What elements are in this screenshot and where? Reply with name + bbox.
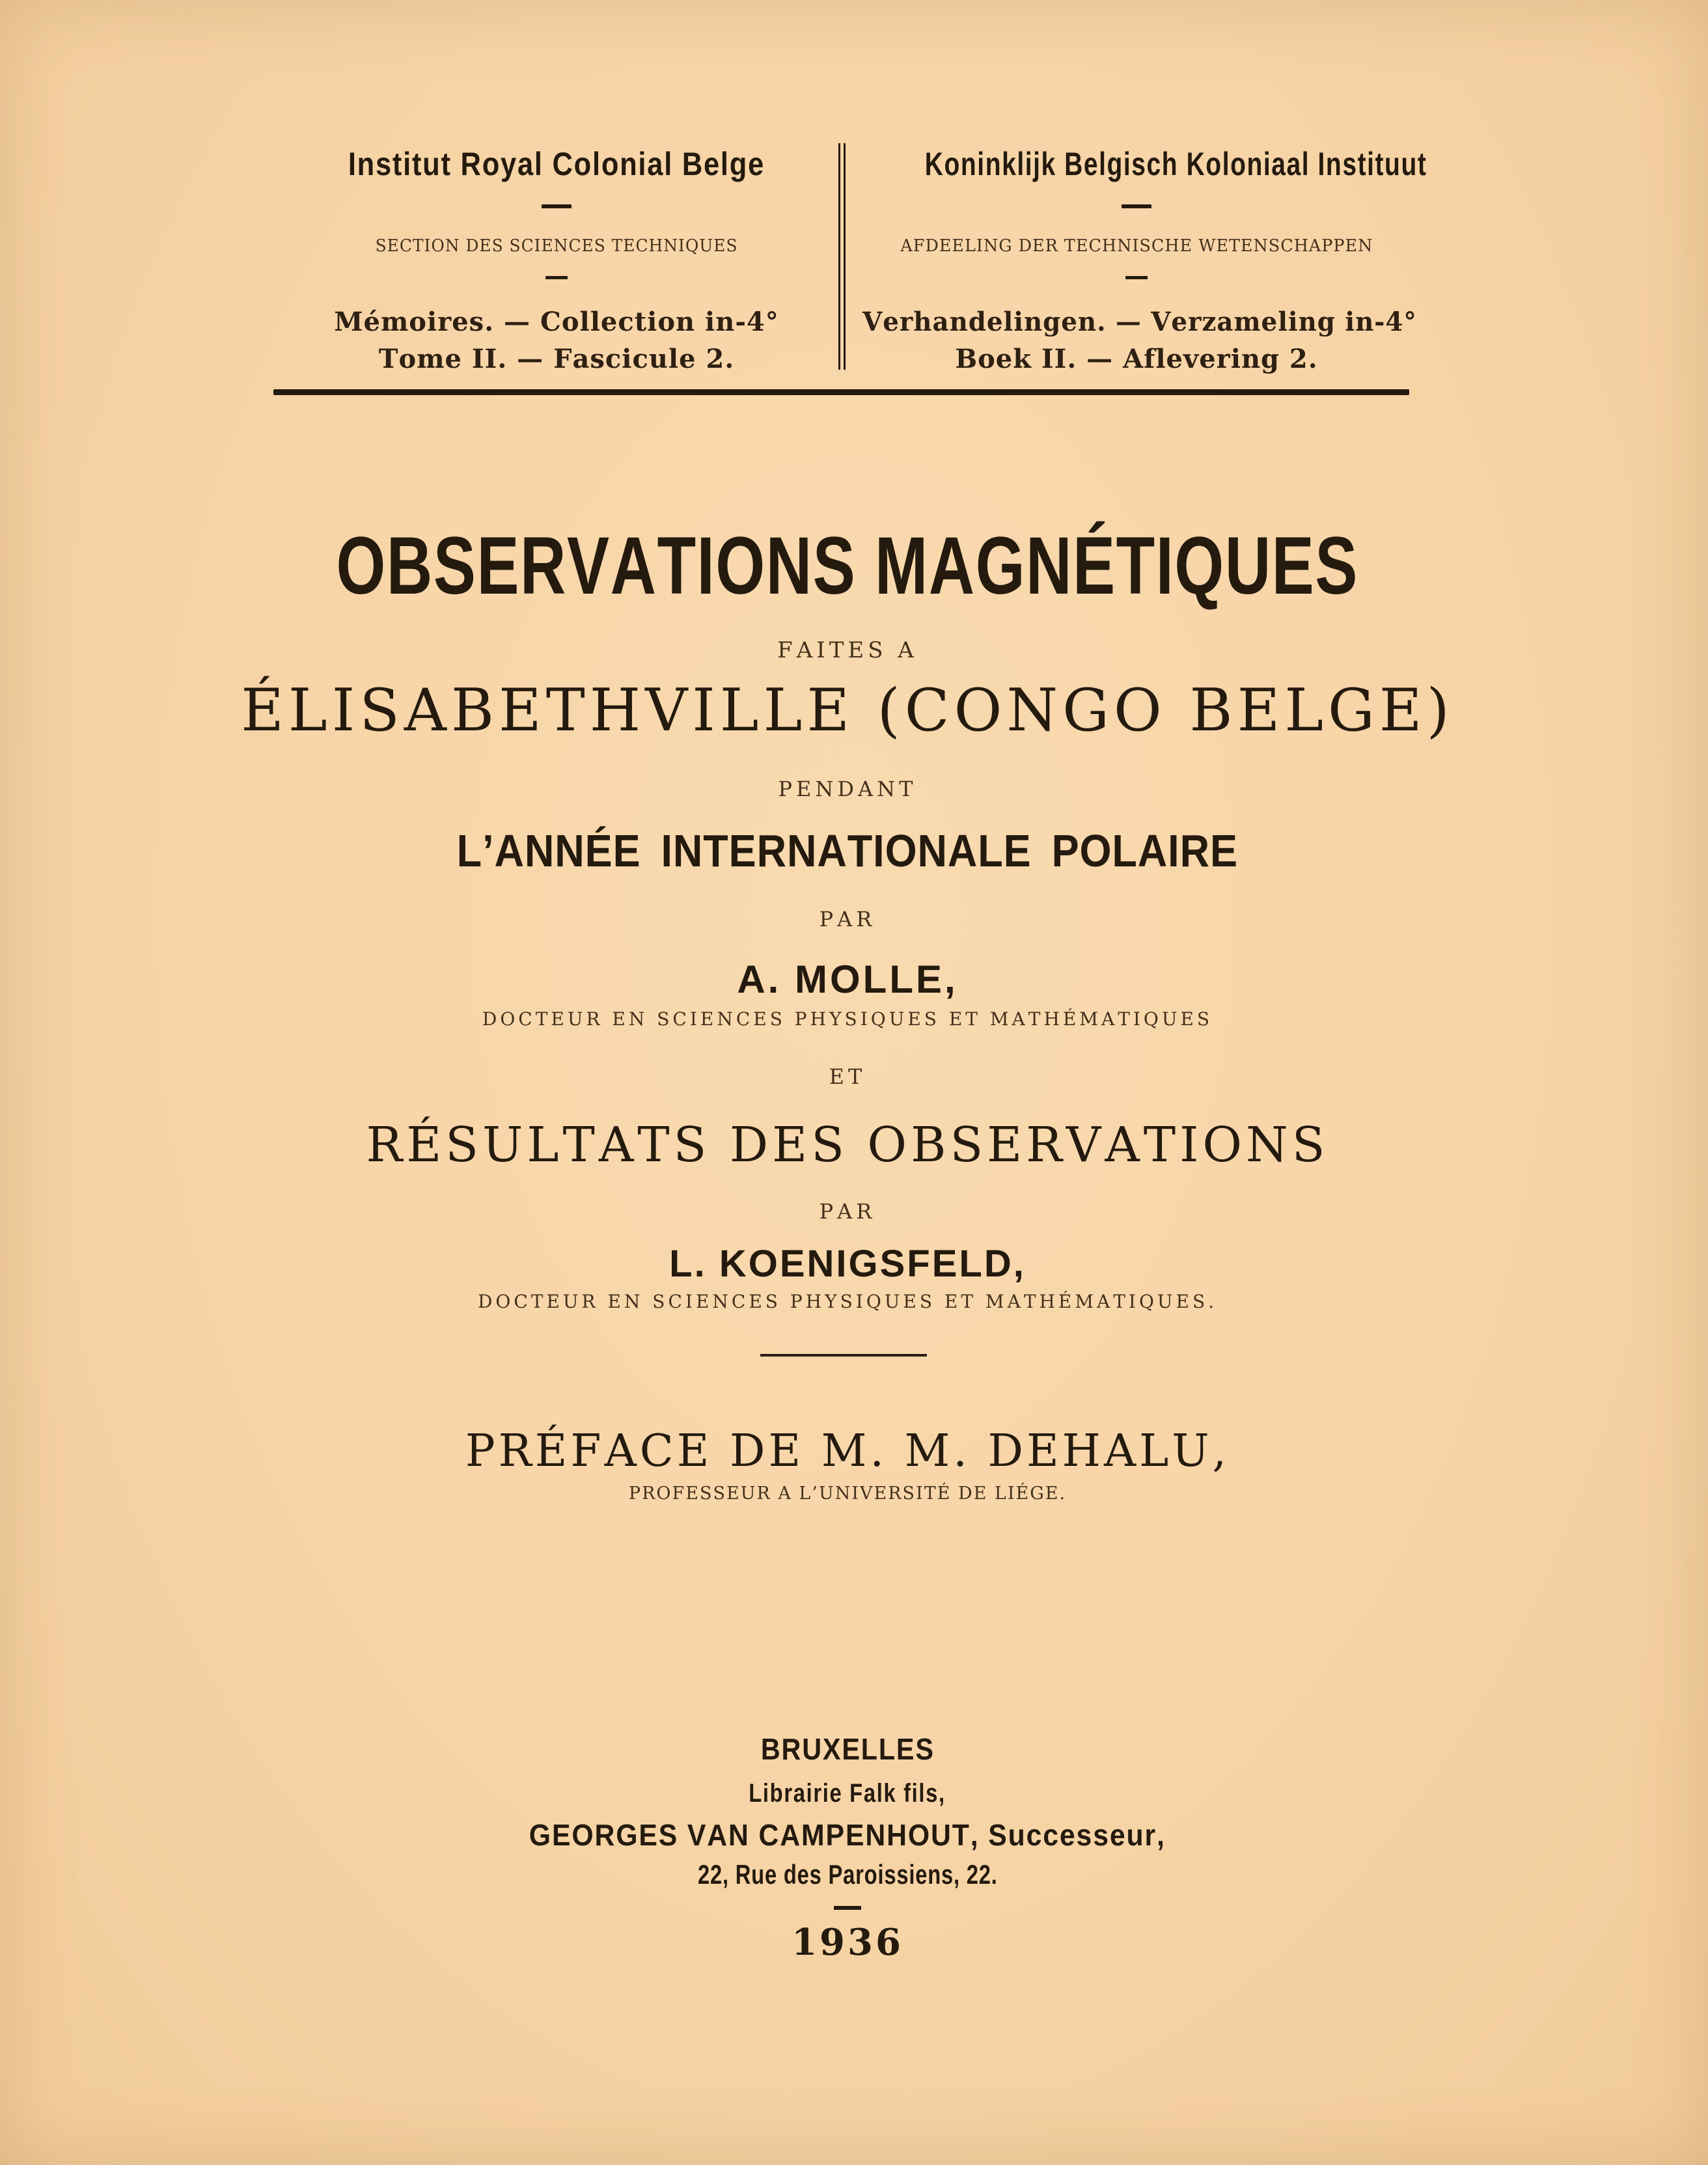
imprint-city: BRUXELLES [760, 1732, 935, 1766]
institution-name-fr: Institut Royal Colonial Belge [348, 146, 765, 182]
et-label: ET [829, 1064, 866, 1089]
author-1-name: A. MOLLE, [737, 958, 958, 1001]
volume-info-nl: Boek II. — Aflevering 2. [955, 344, 1318, 374]
results-title: RÉSULTATS DES OBSERVATIONS [366, 1117, 1329, 1173]
section-name-nl: AFDEELING DER TECHNISCHE WETENSCHAPPEN [900, 236, 1373, 256]
preface-title: PRÉFACE DE M. M. DEHALU, [465, 1426, 1230, 1477]
main-title: OBSERVATIONS MAGNÉTIQUES [336, 521, 1359, 611]
series-title-fr: Mémoires. — Collection in-4° [334, 307, 779, 337]
pendant-label: PENDANT [778, 777, 917, 801]
par-label-1: PAR [819, 907, 876, 931]
institution-name-nl: Koninklijk Belgisch Koloniaal Instituut [924, 146, 1427, 182]
place-title: ÉLISABETHVILLE (CONGO BELGE) [241, 676, 1454, 745]
section-name-fr: SECTION DES SCIENCES TECHNIQUES [375, 236, 738, 256]
series-title-nl: Verhandelingen. — Verzameling in-4° [862, 307, 1417, 337]
author-2-degree: DOCTEUR EN SCIENCES PHYSIQUES ET MATHÉMATIQUES. [477, 1291, 1218, 1312]
imprint-year: 1936 [792, 1921, 903, 1964]
imprint-divider-dash [834, 1906, 861, 1910]
imprint-successor: GEORGES VAN CAMPENHOUT, Successeur, [529, 1818, 1166, 1852]
author-2-name: L. KOENIGSFELD, [669, 1243, 1026, 1285]
imprint-address: 22, Rue des Paroissiens, 22. [697, 1859, 998, 1890]
volume-info-fr: Tome II. — Fascicule 2. [378, 344, 735, 374]
imprint-publisher: Librairie Falk fils, [749, 1779, 946, 1808]
preface-divider-rule [760, 1354, 927, 1357]
author-1-degree: DOCTEUR EN SCIENCES PHYSIQUES ET MATHÉMATIQUES [482, 1008, 1213, 1030]
par-label-2: PAR [819, 1199, 876, 1224]
faites-a-label: FAITES A [777, 637, 918, 663]
polar-year-title: L’ANNÉE INTERNATIONALE POLAIRE [456, 825, 1239, 876]
preface-author-role: PROFESSEUR A L’UNIVERSITÉ DE LIÉGE. [628, 1483, 1067, 1504]
